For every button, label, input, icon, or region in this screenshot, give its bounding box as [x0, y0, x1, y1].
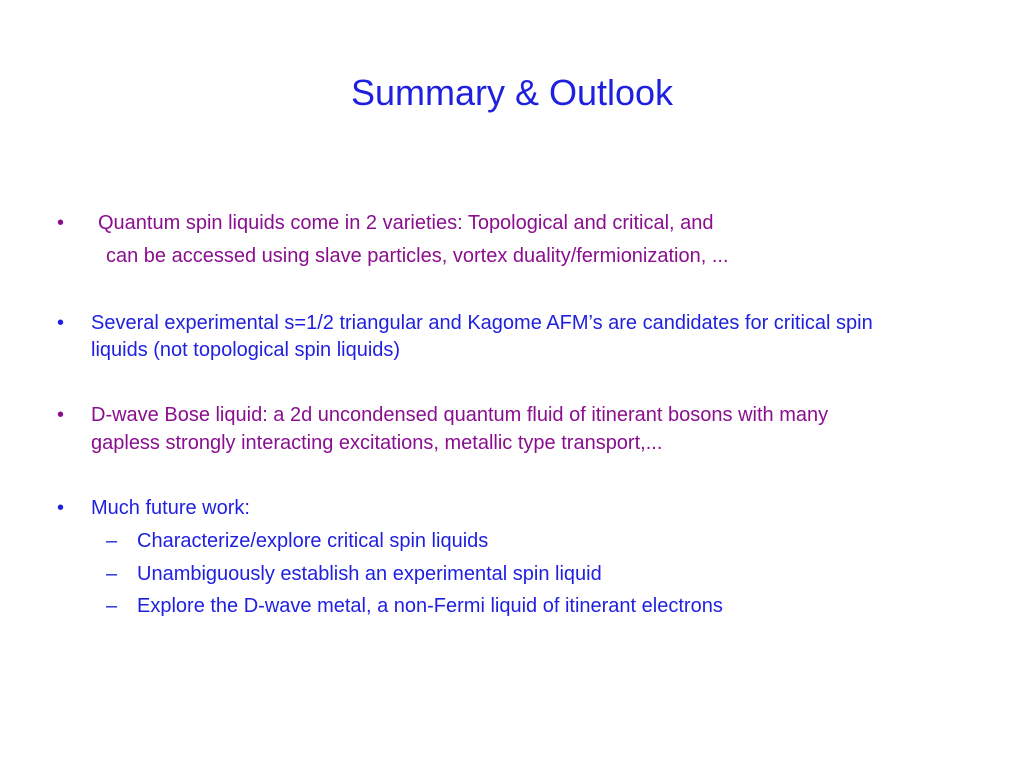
bullet-marker: •	[57, 404, 65, 426]
bullet-3-line-1: D-wave Bose liquid: a 2d uncondensed quantum fluid of itinerant bosons with many	[91, 404, 829, 426]
bullet-2-line-1: Several experimental s=1/2 triangular and Kagome AFM’s are candidates for critical spin	[91, 312, 873, 334]
bullet-marker: •	[57, 312, 65, 334]
bullet-3-line-2: gapless strongly interacting excitations, metallic type transport,...	[91, 432, 663, 454]
bullet-marker: •	[57, 212, 65, 234]
subitem-dash: –	[106, 595, 118, 617]
subitem-3: Explore the D-wave metal, a non-Fermi liquid of itinerant electrons	[137, 595, 723, 617]
bullet-2-line-2: liquids (not topological spin liquids)	[91, 339, 401, 361]
bullet-1-line-2: can be accessed using slave particles, vortex duality/fermionization, ...	[106, 245, 729, 267]
bullet-4-line-1: Much future work:	[91, 497, 250, 519]
slide-title: Summary & Outlook	[350, 72, 674, 113]
subitem-dash: –	[106, 563, 118, 585]
bullet-1-line-1: Quantum spin liquids come in 2 varieties: Topological and critical, and	[98, 212, 714, 234]
subitem-2: Unambiguously establish an experimental spin liquid	[137, 563, 602, 585]
bullet-marker: •	[57, 497, 65, 519]
subitem-1: Characterize/explore critical spin liquids	[137, 530, 489, 552]
subitem-dash: –	[106, 530, 118, 552]
